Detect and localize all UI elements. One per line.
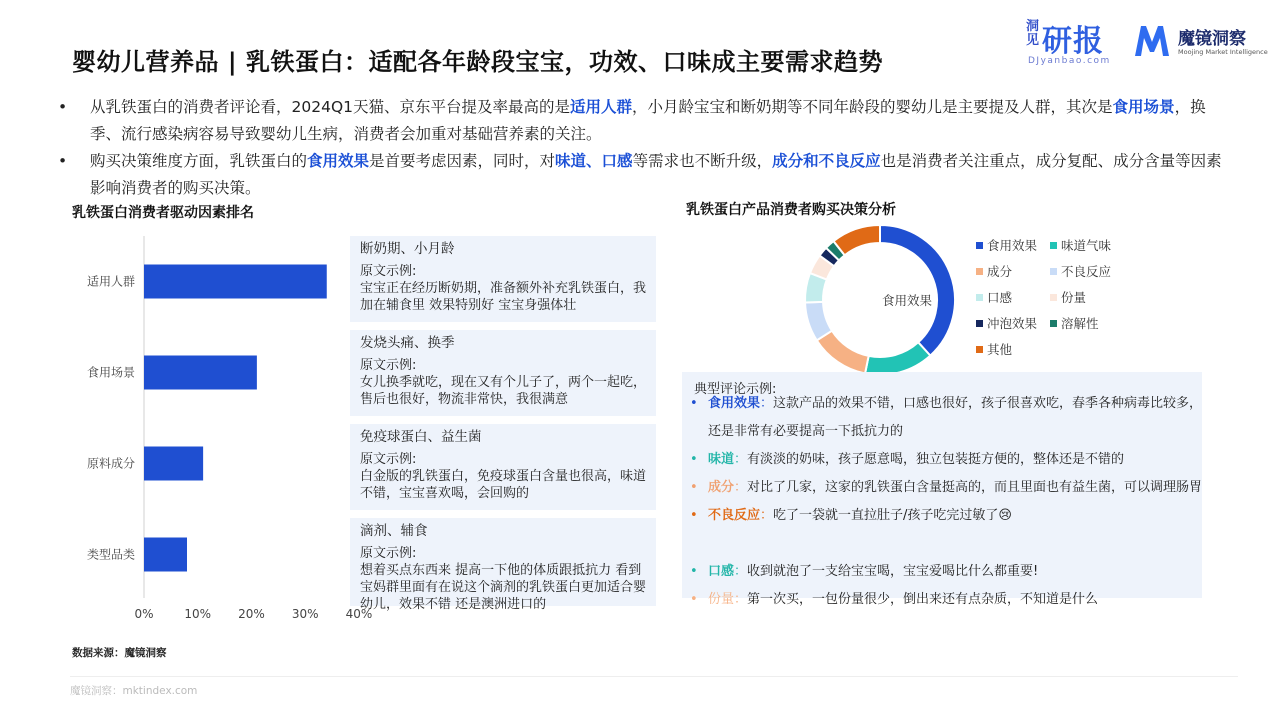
x-tick-label: 40% — [345, 607, 372, 621]
review-text: 吃了一袋就一直拉肚子/孩子吃完过敏了😢 — [773, 508, 1012, 523]
donut-chart-title: 乳铁蛋白产品消费者购买决策分析 — [686, 202, 896, 218]
highlight-text: 成分和不良反应 — [772, 152, 881, 170]
legend-swatch — [1050, 268, 1057, 275]
highlight-text: 食用场景 — [1112, 98, 1175, 116]
legend-label: 冲泡效果 — [987, 316, 1038, 331]
category-label: 原料成分 — [86, 456, 135, 471]
quote-header: 断奶期、小月龄 — [360, 241, 455, 257]
logo-yanbao-text: 研报 — [1042, 24, 1104, 59]
legend-swatch — [976, 268, 983, 275]
quote-header: 免疫球蛋白、益生菌 — [360, 429, 482, 445]
donut-slice-3 — [817, 331, 869, 374]
legend-swatch — [976, 320, 983, 327]
quote-header: 滴剂、辅食 — [360, 523, 428, 539]
logo-moojing-cn: 魔镜洞察 — [1178, 29, 1246, 49]
x-tick-label: 10% — [184, 607, 212, 621]
review-separator: ： — [734, 592, 748, 607]
legend-item — [976, 262, 1012, 280]
legend-item — [976, 340, 1012, 358]
legend-item — [1050, 236, 1111, 254]
legend-item — [976, 288, 1012, 306]
review-item — [690, 474, 1208, 502]
legend-swatch — [1050, 320, 1057, 327]
legend-label: 味道气味 — [1061, 238, 1112, 253]
donut-center-label: 食用效果 — [881, 293, 933, 308]
review-key: 口感 — [708, 564, 735, 579]
logo-dong-text: 洞见 — [1026, 19, 1040, 48]
bullet-dot-icon: • — [58, 152, 68, 170]
bar-2 — [144, 356, 257, 390]
legend-label: 食用效果 — [987, 238, 1038, 253]
bar-3 — [144, 447, 203, 481]
x-tick-label: 30% — [291, 607, 319, 621]
review-text: 对比了几家，这家的乳铁蛋白含量挺高的，而且里面也有益生菌，可以调理肠胃 — [747, 480, 1203, 495]
logo-url-text: DJyanbao.com — [1028, 56, 1111, 66]
quote-header: 发烧头痛、换季 — [360, 335, 455, 351]
legend-label: 不良反应 — [1061, 264, 1112, 279]
quote-card — [350, 330, 656, 416]
review-item — [690, 586, 1208, 614]
category-label: 食用场景 — [86, 365, 135, 380]
highlight-text: 适用人群 — [570, 98, 633, 116]
summary-bullets — [58, 94, 1228, 202]
page-title: 婴幼儿营养品 | 乳铁蛋白：适配各年龄段宝宝，功效、口味成主要需求趋势 — [72, 48, 883, 76]
quote-label: 原文示例: — [360, 546, 417, 561]
quote-label: 原文示例: — [360, 452, 417, 467]
quote-text: 宝宝正在经历断奶期，准备额外补充乳铁蛋白，我加在辅食里 效果特别好 宝宝身强体壮 — [360, 281, 647, 313]
donut-slice-1 — [880, 225, 955, 356]
review-separator: ： — [734, 480, 748, 495]
quote-text: 女儿换季就吃，现在又有个儿子了，两个一起吃，售后也很好，物流非常快，我很满意 — [360, 375, 647, 407]
quote-cards — [350, 236, 656, 614]
donut-slice-2 — [865, 342, 930, 375]
review-key: 不良反应 — [708, 508, 761, 523]
bar-1 — [144, 265, 327, 299]
logo-moojing-en: Moojing Market Intelligence — [1178, 48, 1268, 56]
legend-label: 溶解性 — [1061, 316, 1099, 331]
review-separator: ： — [760, 508, 774, 523]
review-bullet-icon: • — [690, 452, 698, 467]
bar-chart-title: 乳铁蛋白消费者驱动因素排名 — [72, 205, 254, 221]
legend-swatch — [976, 294, 983, 301]
review-key: 成分 — [708, 480, 735, 495]
footer-divider — [70, 676, 1238, 677]
quote-label: 原文示例: — [360, 358, 417, 373]
data-source-note: 数据来源：魔镜洞察 — [72, 647, 167, 659]
review-bullet-icon: • — [690, 508, 698, 523]
legend-label: 份量 — [1061, 290, 1087, 305]
legend-swatch — [976, 242, 983, 249]
legend-swatch — [976, 346, 983, 353]
legend-item — [976, 236, 1037, 254]
legend-label: 其他 — [987, 342, 1013, 357]
review-separator: ： — [734, 452, 748, 467]
review-text: 收到就泡了一支给宝宝喝，宝宝爱喝比什么都重要! — [747, 564, 1039, 579]
djyanbao-logo — [1026, 18, 1116, 68]
quote-text: 想着买点东西来 提高一下他的体质跟抵抗力 看到宝妈群里面有在说这个滴剂的乳铁蛋白更加适合婴幼儿，效果不错 还是澳洲进口的 — [360, 563, 647, 612]
legend-swatch — [1050, 242, 1057, 249]
legend-item — [976, 314, 1037, 332]
moojing-m-icon — [1132, 20, 1172, 60]
highlight-text: 食用效果 — [307, 152, 370, 170]
review-bullet-icon: • — [690, 480, 698, 495]
review-item — [690, 390, 1208, 446]
bar-4 — [144, 538, 187, 572]
review-key: 食用效果 — [708, 396, 761, 411]
legend-item — [1050, 288, 1086, 306]
footer-site-text: 魔镜洞察：mktindex.com — [70, 685, 198, 697]
bullet-dot-icon: • — [58, 98, 68, 116]
quote-card — [350, 518, 656, 612]
review-bullet-icon: • — [690, 396, 698, 411]
review-item — [690, 446, 1208, 474]
review-key: 味道 — [708, 452, 735, 467]
review-header: 典型评论示例: — [694, 382, 777, 397]
category-label: 适用人群 — [86, 274, 135, 289]
purchase-decision-donut-chart — [800, 220, 960, 380]
review-item — [690, 558, 1208, 586]
category-label: 类型品类 — [86, 547, 135, 562]
legend-swatch — [1050, 294, 1057, 301]
quote-label: 原文示例: — [360, 264, 417, 279]
review-text: 这款产品的效果不错，口感也很好，孩子很喜欢吃，春季各种病毒比较多，还是非常有必要提高一下抵抗力的 — [708, 396, 1203, 439]
legend-item — [1050, 262, 1111, 280]
review-bullet-icon: • — [690, 564, 698, 579]
driver-ranking-bar-chart — [72, 228, 372, 628]
review-text: 第一次买，一包份量很少，倒出来还有点杂质，不知道是什么 — [747, 592, 1099, 607]
quote-card — [350, 236, 656, 322]
review-bullet-icon: • — [690, 592, 698, 607]
bullet-item: • 从乳铁蛋白的消费者评论看，2024Q1天猫、京东平台提及率最高的是适用人群，小月龄宝宝和断奶期等不同年龄段的婴幼儿是主要提及人群，其次是食用场景，换季、流行感染病容易导致婴幼儿生病，消费者会加重对基础营养素的关注。 — [58, 94, 1228, 148]
legend-label: 口感 — [987, 290, 1013, 305]
review-separator: ： — [760, 396, 774, 411]
legend-label: 成分 — [987, 264, 1013, 279]
review-item — [690, 502, 1208, 530]
highlight-text: 味道、口感 — [555, 152, 633, 170]
moojing-logo — [1132, 20, 1268, 64]
review-key: 份量 — [708, 592, 735, 607]
quote-text: 白金版的乳铁蛋白，免疫球蛋白含量也很高，味道不错，宝宝喜欢喝，会回购的 — [360, 469, 647, 501]
bullet-item: • 购买决策维度方面，乳铁蛋白的食用效果是首要考虑因素，同时，对味道、口感等需求也不断升级，成分和不良反应也是消费者关注重点，成分复配、成分含量等因素影响消费者的购买决策。 — [58, 148, 1228, 202]
x-tick-label: 20% — [238, 607, 265, 621]
review-text: 有淡淡的奶味，孩子愿意喝，独立包装挺方便的，整体还是不错的 — [747, 452, 1125, 467]
review-separator: ： — [734, 564, 748, 579]
legend-item — [1050, 314, 1099, 332]
x-tick-label: 0% — [134, 607, 154, 621]
review-examples-panel — [682, 372, 1203, 607]
donut-slice-9 — [834, 225, 880, 255]
quote-card — [350, 424, 656, 510]
